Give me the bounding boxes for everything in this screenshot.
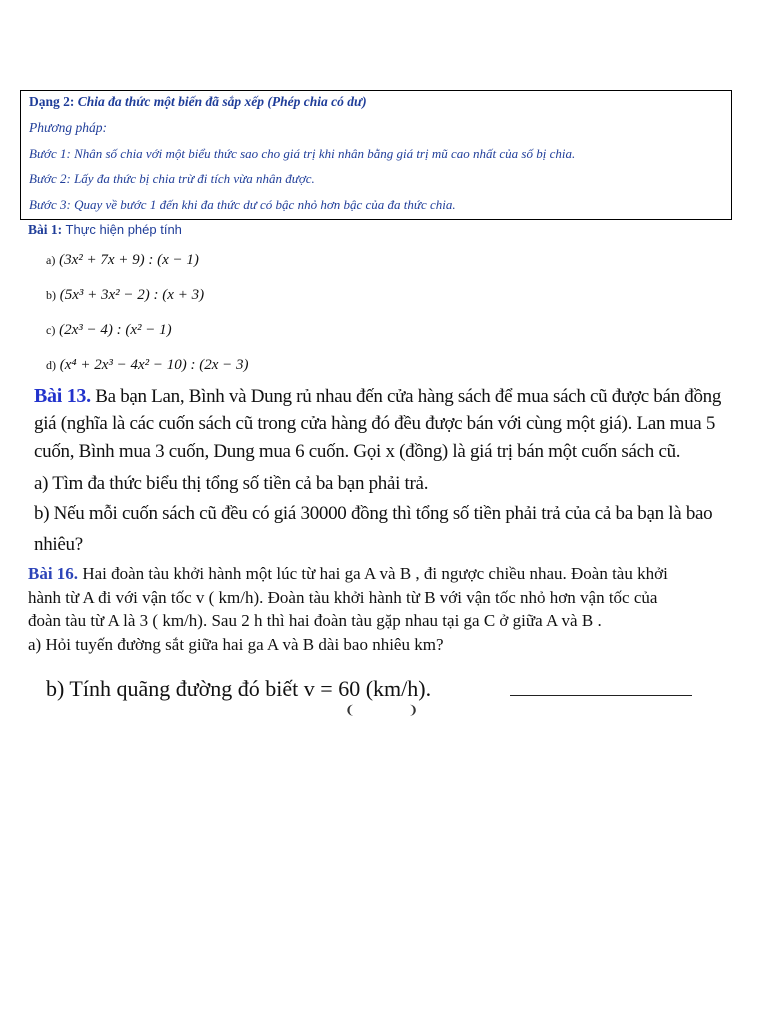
- bai13-part-b-end: nhiêu?: [34, 534, 83, 555]
- method-title: [29, 94, 367, 110]
- item-expression: (x⁴ + 2x³ − 4x² − 10) : (2x − 3): [59, 357, 249, 373]
- bai13-line-1: [34, 385, 721, 408]
- item-expression: (3x² + 7x + 9) : (x − 1): [59, 252, 199, 268]
- method-step-3: Bước 3: Quay về bước 1 đến khi đa thức dư có bậc nhỏ hơn bậc của đa thức chia.: [29, 197, 456, 212]
- method-title-prefix: Dạng 2:: [29, 94, 75, 109]
- bai16-line-1: [28, 564, 668, 584]
- bai1-heading: [28, 222, 182, 238]
- bai16-part-b: b) Tính quãng đường đó biết v = 60 (km/h).: [46, 676, 432, 701]
- item-letter: c): [46, 323, 56, 337]
- bai13-text: Ba bạn Lan, Bình và Dung rủ nhau đến cửa hàng sách để mua sách cũ được bán đồng: [90, 386, 722, 407]
- item-expression: (5x³ + 3x² − 2) : (x + 3): [59, 287, 205, 303]
- bai16-part-a: a) Hỏi tuyến đường sắt giữa hai ga A và B dài bao nhiêu km?: [28, 635, 444, 654]
- method-box: [20, 90, 732, 220]
- bai13-part-b: b) Nếu mỗi cuốn sách cũ đều có giá 30000 đồng thì tổng số tiền phải trả của cả ba bạn là bao: [34, 503, 713, 524]
- method-title-text: Chia đa thức một biến đã sắp xếp (Phép chia có dư): [74, 94, 367, 109]
- bracket-mark-left: ❨: [345, 703, 356, 717]
- bai1-item-d: [46, 357, 249, 374]
- bai13-line-3: cuốn, Bình mua 3 cuốn, Dung mua 6 cuốn. Gọi x (đồng) là giá trị bán một cuốn sách cũ.: [34, 441, 681, 462]
- bracket-mark-right: ❩: [408, 703, 419, 717]
- bai13-line-2: giá (nghĩa là các cuốn sách cũ trong cửa hàng đó đều được bán với cùng một giá). Lan mua 5: [34, 413, 716, 434]
- item-letter: b): [46, 288, 56, 302]
- bai16-text: Hai đoàn tàu khởi hành một lúc từ hai ga A và B , đi ngược chiều nhau. Đoàn tàu khởi: [78, 564, 668, 583]
- bai16-line-3: đoàn tàu từ A là 3 ( km/h). Sau 2 h thì hai đoàn tàu gặp nhau tại ga C ở giữa A và B .: [28, 611, 602, 630]
- bai16-label: Bài 16.: [28, 564, 79, 583]
- bai1-text: Thực hiện phép tính: [62, 222, 182, 237]
- bai1-item-c: [46, 322, 172, 339]
- method-label: Phương pháp:: [29, 120, 107, 135]
- answer-line: [510, 695, 692, 696]
- bai1-label: Bài 1:: [28, 222, 63, 237]
- item-letter: a): [46, 253, 56, 267]
- bai1-item-a: [46, 252, 199, 269]
- method-step-2: Bước 2: Lấy đa thức bị chia trừ đi tích vừa nhân được.: [29, 171, 315, 186]
- bai13-label: Bài 13.: [34, 385, 91, 407]
- item-expression: (2x³ − 4) : (x² − 1): [59, 322, 172, 338]
- bai13-part-a: a) Tìm đa thức biểu thị tổng số tiền cả ba bạn phải trả.: [34, 473, 429, 494]
- bai16-line-2: hành từ A đi với vận tốc v ( km/h). Đoàn tàu khởi hành từ B với vận tốc nhỏ hơn vận tốc của: [28, 588, 658, 607]
- bai1-item-b: [46, 287, 204, 304]
- method-step-1: Bước 1: Nhân số chia với một biểu thức sao cho giá trị khi nhân bằng giá trị mũ cao nhất của số bị chia.: [29, 146, 576, 161]
- item-letter: d): [46, 358, 56, 372]
